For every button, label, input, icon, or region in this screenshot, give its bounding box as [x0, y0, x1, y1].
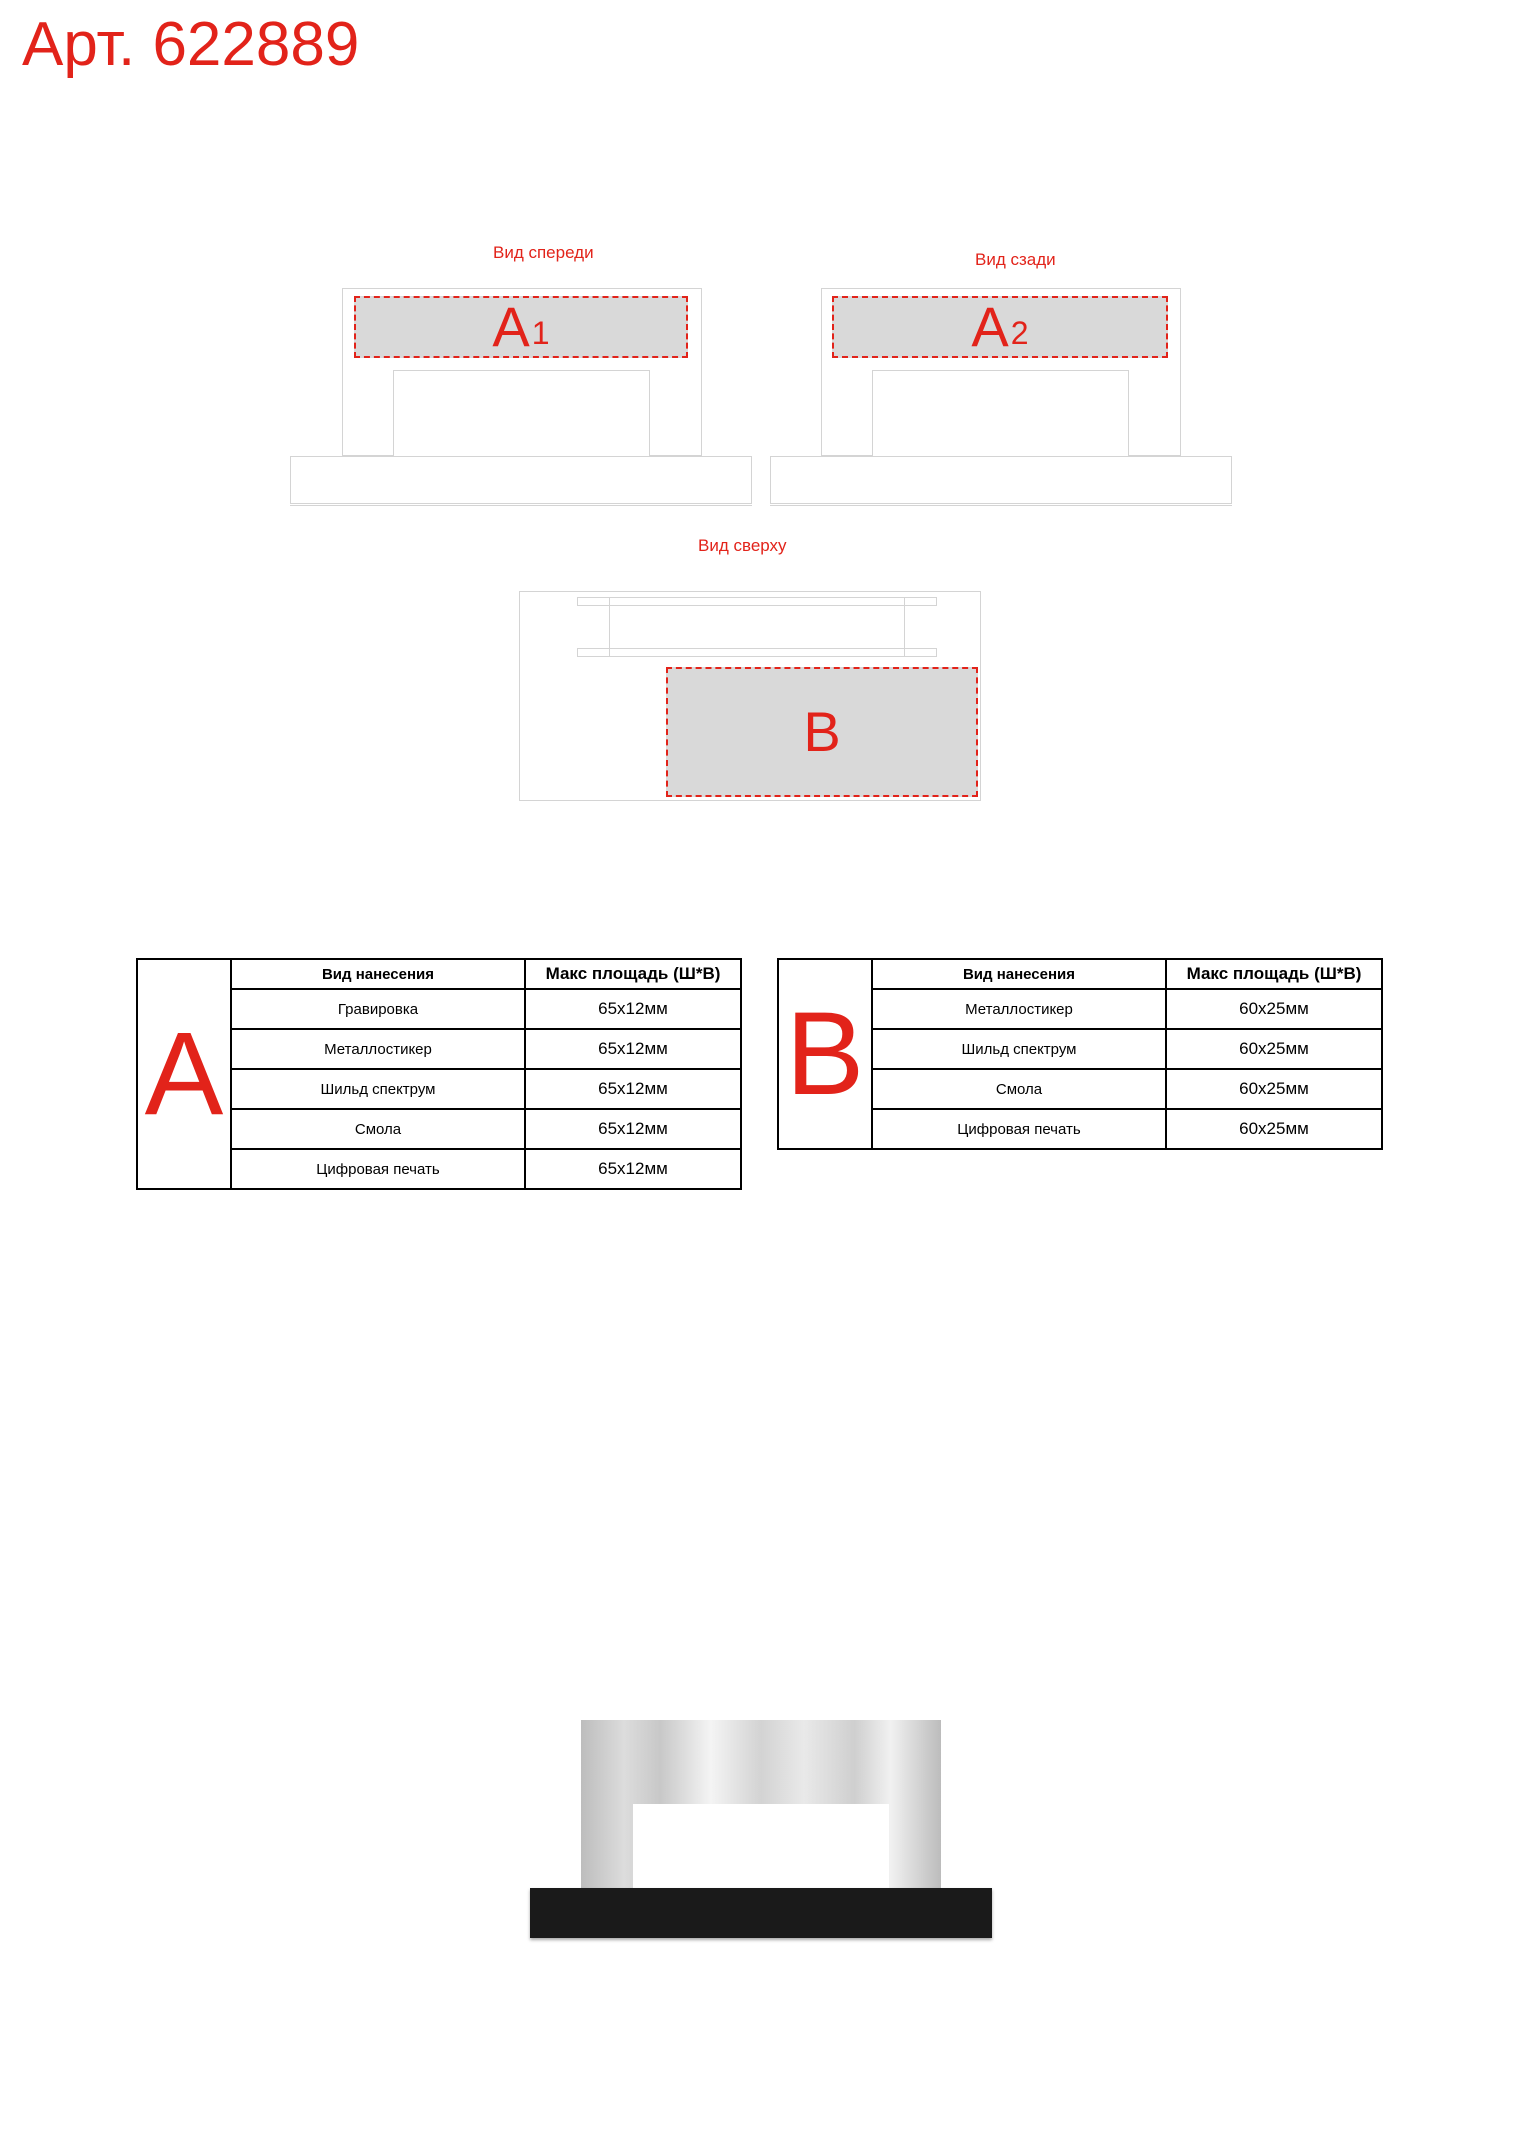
zone-b-letter: B — [803, 700, 841, 763]
table-b-size-cell: 60x25мм — [1166, 1069, 1382, 1109]
table-a-size-cell: 65x12мм — [525, 1149, 741, 1189]
top-stand-right-divider — [904, 597, 905, 657]
table-a-method-cell: Цифровая печать — [231, 1149, 525, 1189]
zone-a2 — [832, 296, 1168, 358]
top-view-label: Вид сверху — [698, 536, 787, 555]
front-stand-cutout — [393, 370, 650, 458]
table-a-method-cell: Шильд спектрум — [231, 1069, 525, 1109]
table-b-method-cell: Цифровая печать — [872, 1109, 1166, 1149]
table-b-method-cell: Шильд спектрум — [872, 1029, 1166, 1069]
front-view-drawing — [290, 286, 760, 508]
zone-a2-letter: A — [971, 295, 1009, 358]
table-a-size-cell: 65x12мм — [525, 1109, 741, 1149]
front-view-label: Вид спереди — [493, 243, 594, 262]
table-a-size-cell: 65x12мм — [525, 1069, 741, 1109]
table-a-size-cell: 65x12мм — [525, 1029, 741, 1069]
back-stand-base — [770, 456, 1232, 504]
zone-a1-letter: A — [492, 295, 530, 358]
zone-a1 — [354, 296, 688, 358]
table-a-zone-letter: A — [137, 959, 231, 1189]
table-a-header-size: Макс площадь (Ш*В) — [525, 959, 741, 989]
table-a-method-cell: Металлостикер — [231, 1029, 525, 1069]
table-a — [136, 958, 742, 1190]
table-b-method-cell: Металлостикер — [872, 989, 1166, 1029]
top-view-drawing — [519, 591, 981, 801]
table-b-size-cell: 60x25мм — [1166, 989, 1382, 1029]
front-base-edge — [290, 505, 752, 506]
back-stand-cutout — [872, 370, 1129, 458]
table-b-size-cell: 60x25мм — [1166, 1029, 1382, 1069]
back-base-edge — [770, 505, 1232, 506]
table-b-header-method: Вид нанесения — [872, 959, 1166, 989]
back-view-label: Вид сзади — [975, 250, 1056, 269]
table-a-method-cell: Смола — [231, 1109, 525, 1149]
top-stand-inner — [577, 605, 937, 649]
table-b-header-size: Макс площадь (Ш*В) — [1166, 959, 1382, 989]
front-stand-base — [290, 456, 752, 504]
table-b — [777, 958, 1383, 1150]
zone-a2-index: 2 — [1010, 315, 1029, 351]
table-b-method-cell: Смола — [872, 1069, 1166, 1109]
back-view-drawing — [770, 286, 1240, 508]
product-illustration — [530, 1718, 992, 1942]
top-stand-left-divider — [609, 597, 610, 657]
table-a-size-cell: 65x12мм — [525, 989, 741, 1029]
table-b-size-cell: 60x25мм — [1166, 1109, 1382, 1149]
table-a-header-method: Вид нанесения — [231, 959, 525, 989]
table-a-method-cell: Гравировка — [231, 989, 525, 1029]
product-black-base — [530, 1888, 992, 1938]
table-b-zone-letter: B — [778, 959, 872, 1149]
product-cutout — [633, 1804, 889, 1894]
article-title: Арт. 622889 — [22, 10, 360, 79]
zone-b — [666, 667, 978, 797]
zone-a1-index: 1 — [531, 315, 550, 351]
